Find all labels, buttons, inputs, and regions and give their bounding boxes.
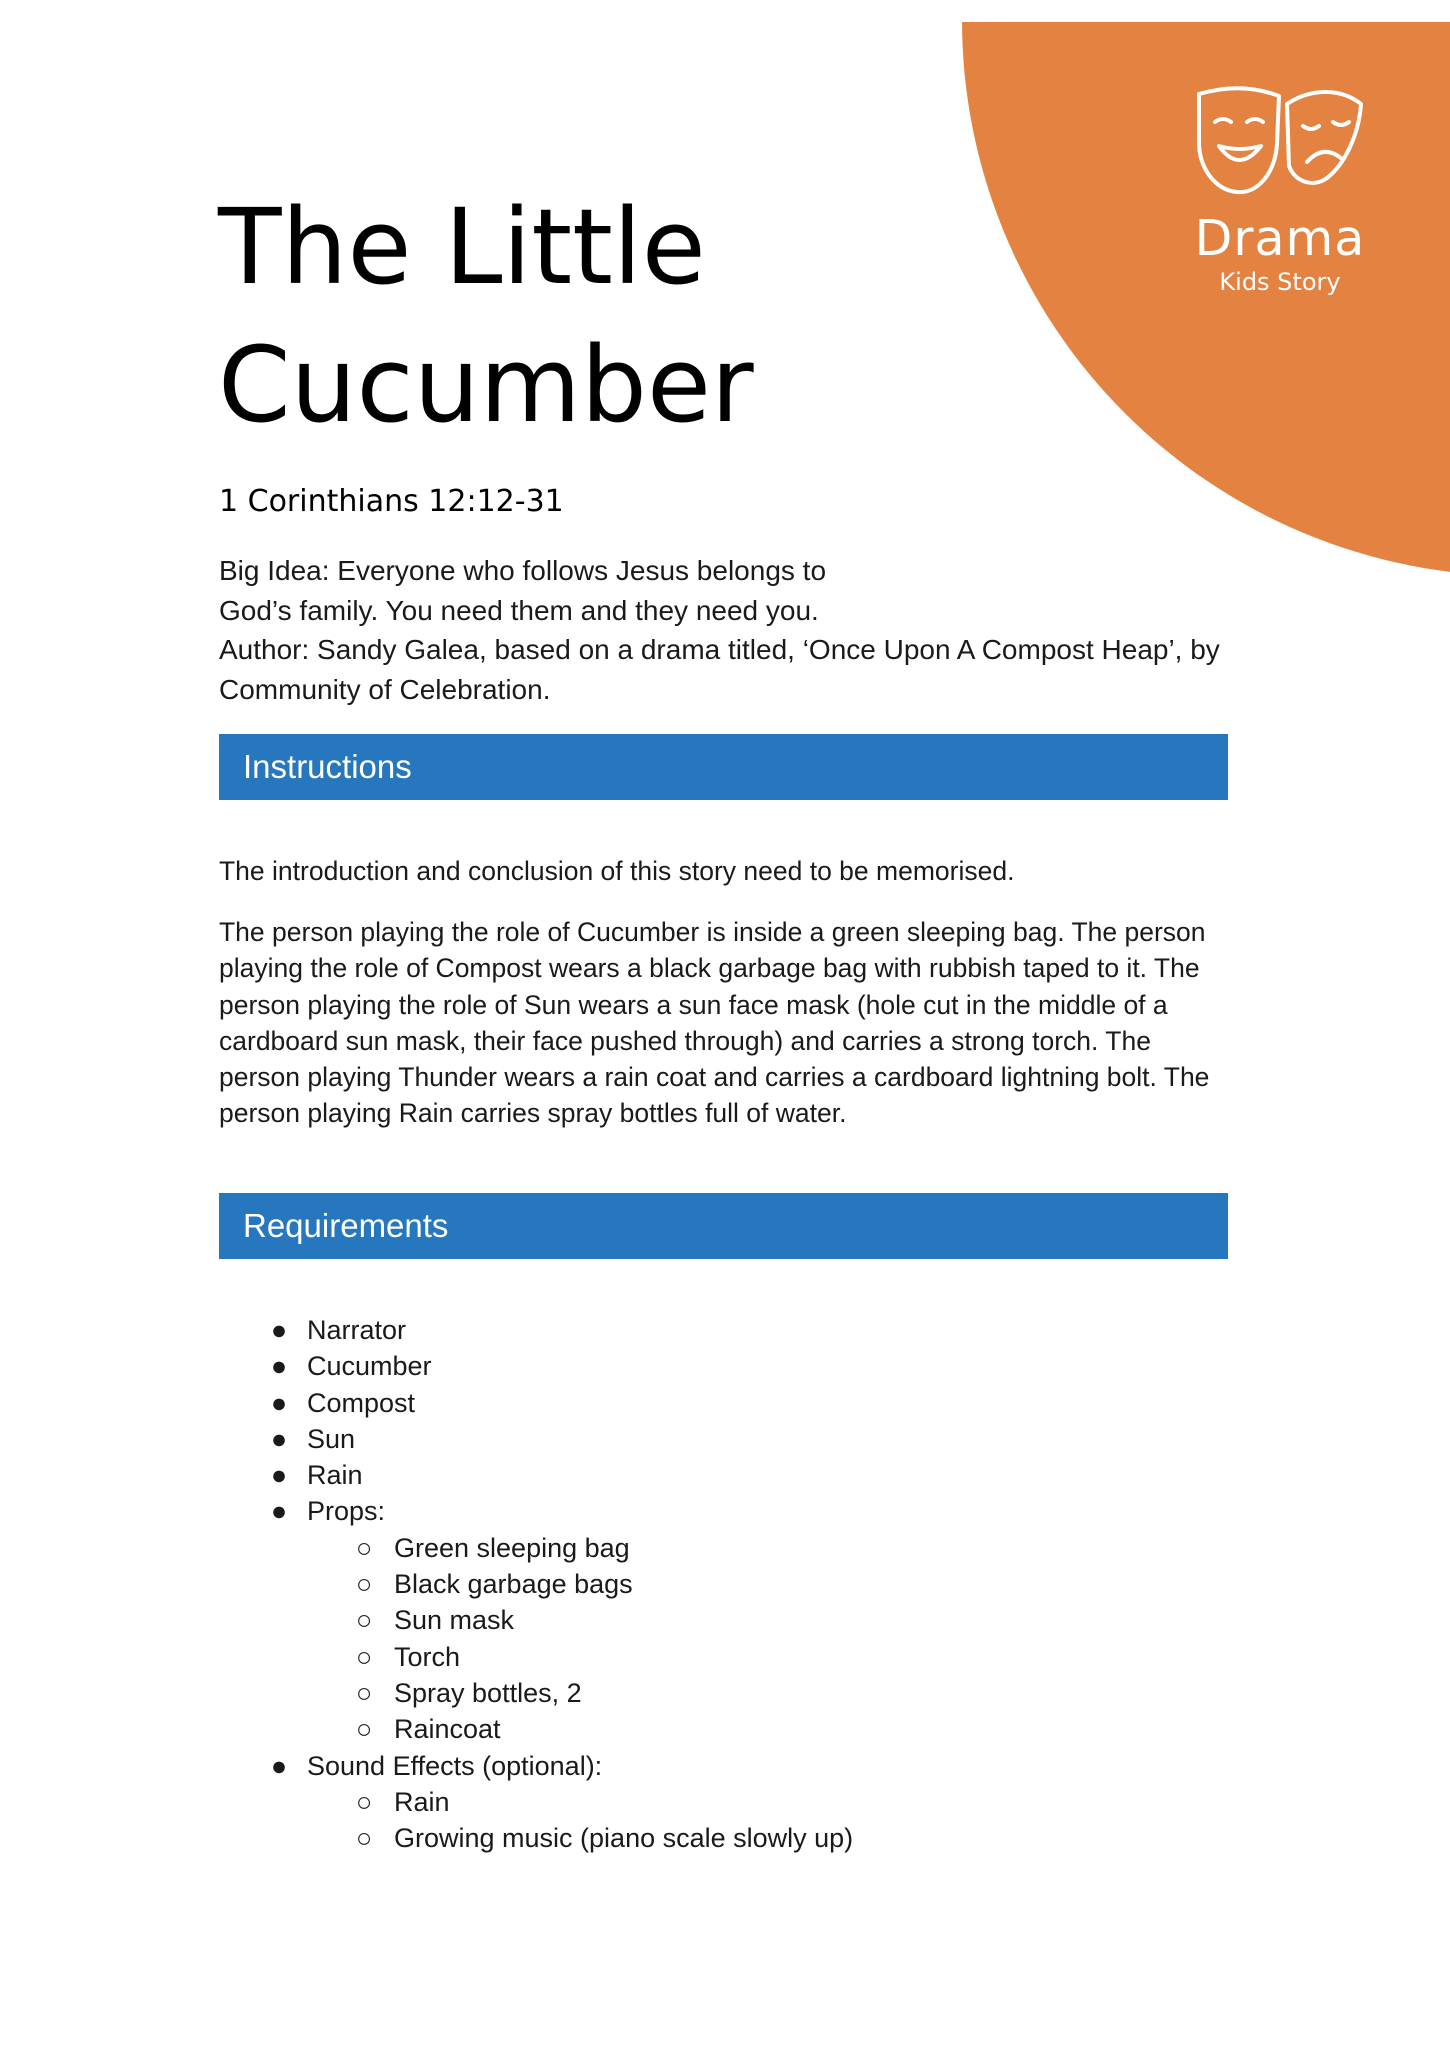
sub-bullet-icon: ○	[355, 1569, 373, 1600]
sub-list-item	[219, 1566, 1219, 1602]
list-item	[219, 1348, 1219, 1384]
sub-list-item-label: Growing music (piano scale slowly up)	[394, 1823, 854, 1854]
intro-block	[219, 551, 1229, 709]
requirements-list	[219, 1312, 1219, 1856]
requirements-heading: Requirements	[219, 1193, 1228, 1259]
sub-bullet-icon: ○	[355, 1532, 373, 1563]
sub-bullet-icon: ○	[355, 1641, 373, 1672]
list-item	[219, 1385, 1219, 1421]
bullet-icon: ●	[270, 1460, 288, 1491]
top-margin	[0, 0, 1450, 22]
list-item-label: Props:	[307, 1496, 386, 1527]
sub-bullet-icon: ○	[355, 1714, 373, 1745]
bullet-icon: ●	[270, 1423, 288, 1454]
sub-list-item-label: Green sleeping bag	[394, 1532, 630, 1563]
sub-list-item	[219, 1675, 1219, 1711]
sub-list-item	[219, 1784, 1219, 1820]
page-title: The Little Cucumber	[218, 186, 754, 446]
sub-list-item-label: Spray bottles, 2	[394, 1677, 582, 1708]
brand-subtitle: Kids Story	[1219, 268, 1341, 296]
bullet-icon: ●	[270, 1750, 288, 1781]
list-item-label: Narrator	[307, 1315, 407, 1345]
sub-list-item-label: Torch	[394, 1641, 461, 1672]
sub-list-item-label: Rain	[394, 1786, 450, 1817]
scripture-reference: 1 Corinthians 12:12-31	[219, 484, 564, 519]
sub-list-item-label: Sun mask	[394, 1605, 515, 1636]
big-idea-line-1: Big Idea: Everyone who follows Jesus belongs to	[219, 555, 827, 586]
list-item	[219, 1421, 1219, 1457]
sub-list-item-label: Raincoat	[394, 1714, 501, 1745]
list-item	[219, 1748, 1219, 1784]
list-item-label: Sound Effects (optional):	[307, 1750, 603, 1781]
author-credit: Author: Sandy Galea, based on a drama titled, ‘Once Upon A Compost Heap’, by Community of Celebration.	[219, 634, 1220, 705]
bullet-icon: ●	[270, 1496, 288, 1527]
sub-list-item	[219, 1602, 1219, 1638]
list-item-label: Compost	[307, 1387, 416, 1418]
sub-list-item	[219, 1711, 1219, 1747]
sub-bullet-icon: ○	[355, 1823, 373, 1854]
sub-list-item	[219, 1639, 1219, 1675]
list-item-label: Sun	[307, 1423, 356, 1454]
big-idea-line-2: God’s family. You need them and they need you.	[219, 594, 819, 626]
list-item-label: Cucumber	[307, 1351, 432, 1382]
list-item	[219, 1493, 1219, 1529]
bullet-icon: ●	[270, 1387, 288, 1418]
sub-bullet-icon: ○	[355, 1677, 373, 1708]
bullet-icon: ●	[270, 1351, 288, 1382]
brand-badge	[1165, 82, 1395, 312]
instructions-heading: Instructions	[219, 734, 1228, 800]
list-item	[219, 1312, 1219, 1348]
instructions-paragraph-1: The introduction and conclusion of this story need to be memorised.	[219, 856, 1015, 886]
sub-list-item	[219, 1530, 1219, 1566]
list-item	[219, 1457, 1219, 1493]
sub-list-item-label: Black garbage bags	[394, 1569, 633, 1600]
sub-bullet-icon: ○	[355, 1786, 373, 1817]
theatre-masks-icon	[1191, 82, 1369, 207]
instructions-paragraph-2: The person playing the role of Cucumber is inside a green sleeping bag. The person playing the role of Compost wears a black garbage bag with rubbish taped to it. The person playing the role of Sun wears a sun face mask (hole cut in the middle of a cardboard sun mask, their face pushed through) and carries a strong torch. The person playing Thunder wears a rain coat and carries a cardboard lightning bolt. The person playing Rain carries spray bottles full of water.	[219, 917, 1210, 1129]
list-item-label: Rain	[307, 1460, 363, 1491]
sub-bullet-icon: ○	[355, 1605, 373, 1636]
brand-name: Drama	[1194, 210, 1366, 267]
bullet-icon: ●	[270, 1315, 288, 1345]
sub-list-item	[219, 1820, 1219, 1856]
